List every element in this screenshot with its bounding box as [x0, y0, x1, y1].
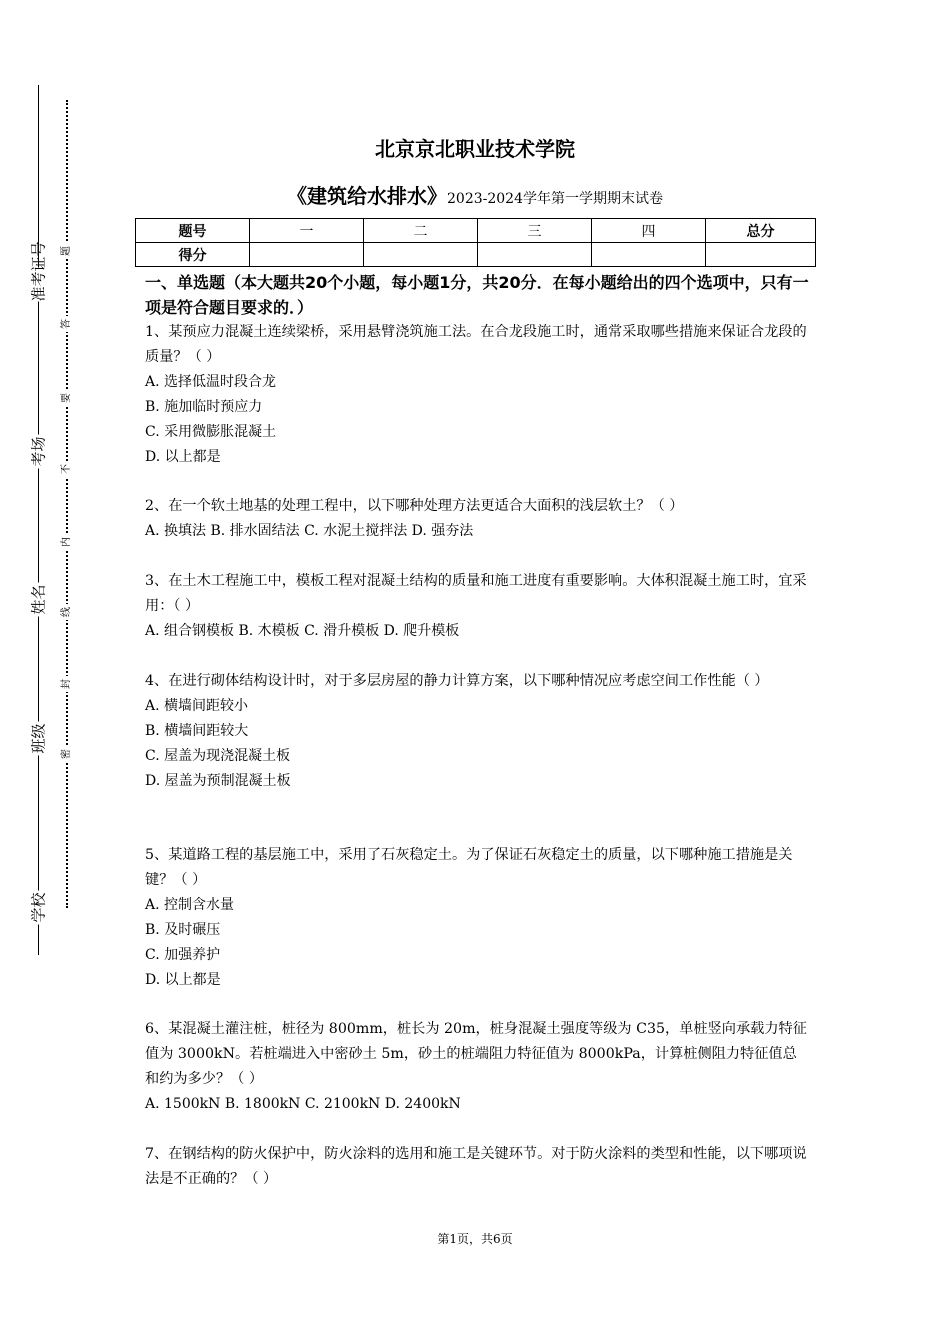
option: A. 换填法 B. 排水固结法 C. 水泥土搅拌法 D. 强夯法 — [145, 523, 474, 539]
question-1 — [145, 320, 810, 470]
score-cell — [250, 243, 364, 267]
exam-subtitle — [143, 180, 807, 209]
seal-char: 线 — [61, 604, 73, 620]
question-5 — [145, 843, 810, 993]
question-3 — [145, 569, 810, 644]
score-cell — [592, 243, 706, 267]
option: C. 屋盖为现浇混凝土板 — [145, 748, 291, 764]
option: A. 1500kN B. 1800kN C. 2100kN D. 2400kN — [145, 1096, 461, 1112]
score-cell: 三 — [478, 219, 592, 243]
school-label: 学校 — [29, 892, 48, 923]
score-cell: 总分 — [706, 219, 816, 243]
option: D. 以上都是 — [145, 449, 221, 465]
option: D. 以上都是 — [145, 972, 221, 988]
seal-char: 题 — [61, 243, 73, 259]
question-6 — [145, 1017, 810, 1117]
question-stem: 3、在土木工程施工中，模板工程对混凝土结构的质量和施工进度有重要影响。大体积混凝土施工时，宜采用：（ ） — [145, 573, 807, 614]
option: A. 控制含水量 — [145, 897, 235, 913]
binding-solid-line — [38, 85, 39, 955]
option: A. 横墙间距较小 — [145, 698, 249, 714]
question-stem: 7、在钢结构的防火保护中，防火涂料的选用和施工是关键环节。对于防火涂料的类型和性能，以下哪项说法是不正确的？（ ） — [145, 1146, 807, 1187]
score-table-score-row — [136, 243, 816, 267]
option: D. 屋盖为预制混凝土板 — [145, 773, 291, 789]
option: B. 及时碾压 — [145, 922, 221, 938]
question-7 — [145, 1142, 810, 1192]
question-stem: 5、某道路工程的基层施工中，采用了石灰稳定土。为了保证石灰稳定土的质量，以下哪种施工措施是关键？（ ） — [145, 847, 793, 888]
school-title: 北京京北职业技术学院 — [375, 137, 575, 161]
exam-number-label: 准考证号 — [29, 241, 48, 302]
binding-dotted-line — [66, 100, 68, 908]
seal-char: 答 — [61, 316, 73, 332]
option: C. 加强养护 — [145, 947, 221, 963]
score-cell: 得分 — [136, 243, 250, 267]
seal-char: 要 — [61, 390, 73, 406]
question-stem: 4、在进行砌体结构设计时，对于多层房屋的静力计算方案，以下哪种情况应考虑空间工作性能（ ） — [145, 673, 769, 689]
seal-char: 内 — [61, 534, 73, 550]
score-table — [135, 218, 816, 267]
seal-char: 密 — [61, 746, 73, 762]
exam-term: 2023-2024学年第一学期期末试卷 — [447, 191, 663, 207]
section-heading: 一、单选题（本大题共20个小题，每小题1分，共20分．在每小题给出的四个选项中，只有一项是符合题目要求的．） — [145, 273, 809, 317]
page-number: 第1页，共6页 — [437, 1232, 513, 1246]
score-cell: 二 — [364, 219, 478, 243]
exam-room-label: 考场 — [29, 436, 48, 467]
binding-margin — [0, 0, 90, 1344]
option: A. 选择低温时段合龙 — [145, 374, 277, 390]
question-stem: 6、某混凝土灌注桩，桩径为 800mm，桩长为 20m，桩身混凝土强度等级为 C35，单桩竖向承载力特征值为 3000kN。若桩端进入中密砂土 5m，砂土的桩端阻力特征值为 8000kPa，计算桩侧阻力特征值总和约为多少？（ ） — [145, 1021, 807, 1087]
option: B. 横墙间距较大 — [145, 723, 249, 739]
score-cell: 一 — [250, 219, 364, 243]
seal-char: 封 — [61, 676, 73, 692]
question-stem: 2、在一个软土地基的处理工程中，以下哪种处理方法更适合大面积的浅层软土？（ ） — [145, 498, 684, 514]
question-stem: 1、某预应力混凝土连续梁桥，采用悬臂浇筑施工法。在合龙段施工时，通常采取哪些措施来保证合龙段的质量？（ ） — [145, 324, 807, 365]
score-cell: 四 — [592, 219, 706, 243]
score-cell — [706, 243, 816, 267]
class-label: 班级 — [29, 723, 48, 754]
score-table-header-row — [136, 219, 816, 243]
option: B. 施加临时预应力 — [145, 399, 263, 415]
question-2 — [145, 494, 810, 544]
score-cell — [364, 243, 478, 267]
student-name-label: 姓名 — [29, 584, 48, 615]
score-cell — [478, 243, 592, 267]
question-4 — [145, 669, 810, 794]
option: A. 组合钢模板 B. 木模板 C. 滑升模板 D. 爬升模板 — [145, 623, 460, 639]
course-name: 《建筑给水排水》 — [287, 184, 447, 208]
score-cell: 题号 — [136, 219, 250, 243]
seal-char: 不 — [61, 461, 73, 477]
option: C. 采用微膨胀混凝土 — [145, 424, 277, 440]
